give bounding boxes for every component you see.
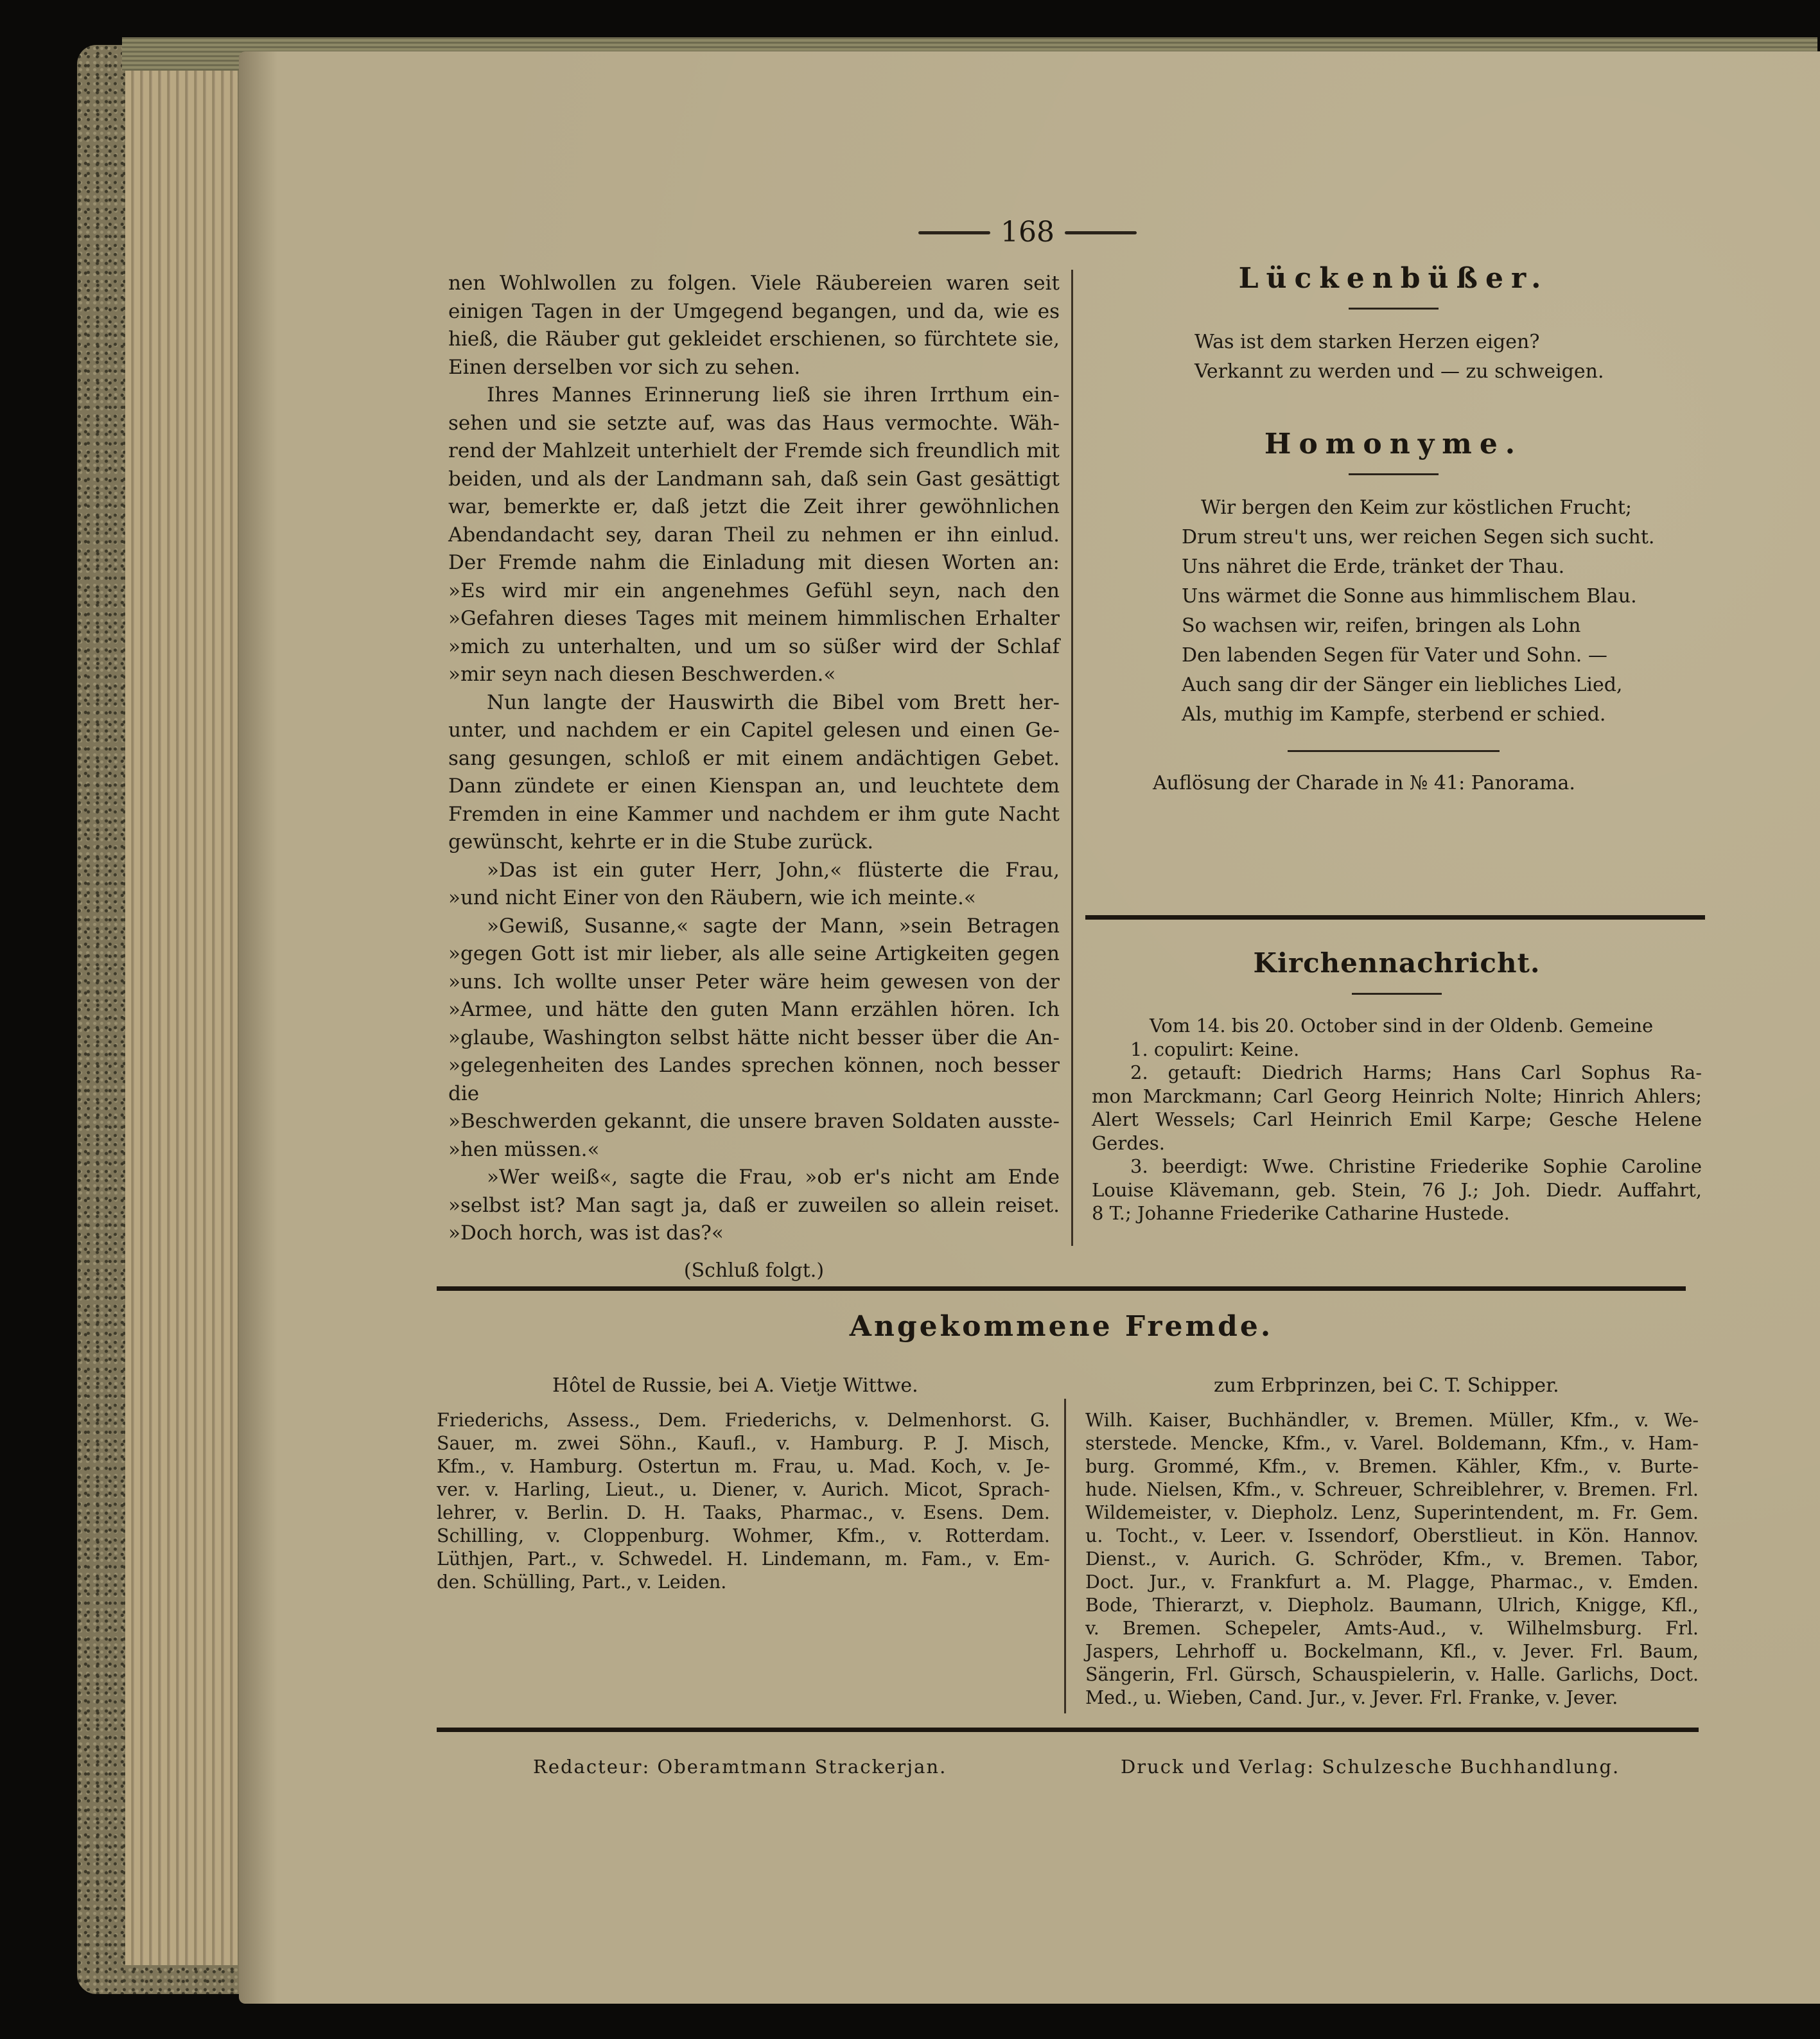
text-line: Wilh. Kaiser, Buchhändler, v. Bremen. Müller, Kfm., v. We- — [1085, 1410, 1699, 1431]
page-stack-edges — [125, 64, 238, 1965]
verse-line: Was ist dem starken Herzen eigen? — [1194, 331, 1540, 353]
verse-line: Uns nähret die Erde, tränket der Thau. — [1182, 556, 1565, 578]
text-line: gewünscht, kehrte er in die Stube zurück. — [448, 830, 874, 853]
text-line: Jaspers, Lehrhoff u. Bockelmann, Kfl., v. Jever. Frl. Baum, — [1085, 1641, 1699, 1662]
text-line: »selbst ist? Man sagt ja, daß er zuweilen so allein reiset. — [448, 1193, 1060, 1217]
homonyme-verse — [1085, 493, 1702, 730]
verse-line: Den labenden Segen für Vater und Sohn. — — [1182, 644, 1607, 667]
text-line: »Gefahren dieses Tages mit meinem himmlischen Erhalter — [448, 607, 1060, 630]
verse-line: Drum streu't uns, wer reichen Segen sich sucht. — [1182, 526, 1655, 548]
text-line: Nun langte der Hauswirth die Bibel vom Brett her- — [487, 690, 1060, 714]
text-line: einigen Tagen in der Umgegend begangen, und da, wie es — [448, 299, 1060, 323]
text-line: nen Wohlwollen zu folgen. Viele Räubereien waren seit — [448, 272, 1060, 295]
text-line: hude. Nielsen, Kfm., v. Schreuer, Schreiblehrer, v. Bremen. Frl. — [1085, 1479, 1699, 1500]
text-line: »mir seyn nach diesen Beschwerden.« — [448, 663, 836, 686]
text-line: »glaube, Washington selbst hätte nicht besser über die An- — [448, 1026, 1060, 1049]
kirchennachricht-body — [1092, 1014, 1702, 1225]
section-rule — [1288, 750, 1500, 752]
text-line: »hen müssen.« — [448, 1137, 600, 1161]
text-line: u. Tocht., v. Leer. v. Issendorf, Oberstlieut. in Kön. Hannov. — [1085, 1525, 1699, 1546]
text-line: Kfm., v. Hamburg. Ostertun m. Frau, u. Mad. Koch, v. Je- — [437, 1456, 1050, 1477]
text-line: v. Bremen. Schepeler, Amts-Aud., v. Wilhelmsburg. Frl. — [1085, 1618, 1699, 1639]
text-line: 8 T.; Johanne Friederike Catharine Hustede. — [1092, 1202, 1510, 1224]
text-line: Dienst., v. Aurich. G. Schröder, Kfm., v. Bremen. Tabor, — [1085, 1548, 1699, 1570]
guest-column-divider — [1064, 1399, 1066, 1713]
text-line: Doct. Jur., v. Frankfurt a. M. Plagge, Pharmac., v. Emden. — [1085, 1571, 1699, 1593]
text-line: Schilling, v. Cloppenburg. Wohmer, Kfm., v. Rotterdam. — [437, 1525, 1050, 1546]
folio-rule-left — [918, 231, 990, 234]
text-line: sang gesungen, schloß er mit einem andächtigen Gebet. — [448, 746, 1060, 770]
verse-line: So wachsen wir, reifen, bringen als Lohn — [1182, 615, 1581, 637]
editor-credit: Redacteur: Oberamtmann Strackerjan. — [533, 1756, 947, 1778]
text-line: Med., u. Wieben, Cand. Jur., v. Jever. Frl. Franke, v. Jever. — [1085, 1687, 1618, 1708]
text-line: »Doch horch, was ist das?« — [448, 1221, 724, 1245]
text-line: »mich zu unterhalten, und um so süßer wird der Schlaf — [448, 634, 1060, 658]
text-line: Alert Wessels; Carl Heinrich Emil Karpe; Gesche Helene — [1092, 1108, 1702, 1130]
text-line: mon Marckmann; Carl Georg Heinrich Nolte; Hinrich Ahlers; — [1092, 1085, 1702, 1107]
kirchennachricht-section — [1092, 947, 1702, 1225]
homonyme-title: Homonyme. — [1264, 428, 1523, 460]
story-column — [448, 270, 1060, 1282]
text-line: Wildemeister, v. Diepholz. Lenz, Superintendent, m. Fr. Gem. — [1085, 1502, 1699, 1523]
text-line: ver. v. Harling, Lieut., u. Diener, v. Aurich. Micot, Sprach- — [437, 1479, 1050, 1500]
charade-solution: Auflösung der Charade in № 41: Panorama. — [1153, 772, 1575, 794]
text-line: 3. beerdigt: Wwe. Christine Friederike Sophie Caroline — [1130, 1155, 1702, 1177]
text-line: 2. getauft: Diedrich Harms; Hans Carl Sophus Ra- — [1130, 1062, 1702, 1083]
page-number-header — [918, 213, 1137, 252]
text-line: den. Schülling, Part., v. Leiden. — [437, 1571, 727, 1593]
angekommene-title: Angekommene Fremde. — [849, 1310, 1273, 1343]
to-be-continued: (Schluß folgt.) — [683, 1259, 825, 1282]
text-line: »Das ist ein guter Herr, John,« flüsterte die Frau, — [487, 858, 1060, 882]
text-line: Fremden in eine Kammer und nachdem er ihm gute Nacht — [448, 802, 1060, 826]
erbprinzen-guests — [1085, 1409, 1699, 1710]
footer-divider-thick — [437, 1728, 1699, 1732]
text-line: »Wer weiß«, sagte die Frau, »ob er's nicht am Ende — [487, 1166, 1060, 1189]
verse-line: Verkannt zu werden und — zu schweigen. — [1194, 360, 1604, 383]
text-line: unter, und nachdem er ein Capitel gelesen und einen Ge- — [448, 719, 1060, 742]
publisher-credit: Druck und Verlag: Schulzesche Buchhandlung. — [1121, 1756, 1620, 1778]
text-line: sehen und sie setzte auf, was das Haus vermochte. Wäh- — [448, 411, 1060, 435]
text-line: beiden, und als der Landmann sah, daß sein Gast gesättigt — [448, 467, 1060, 491]
text-line: »gegen Gott ist mir lieber, als alle seine Artigkeiten gegen — [448, 942, 1060, 965]
text-line: Gerdes. — [1092, 1132, 1166, 1154]
text-line: Der Fremde nahm die Einladung mit diesen Worten an: — [448, 551, 1060, 574]
text-line: sterstede. Mencke, Kfm., v. Varel. Boldemann, Kfm., v. Ham- — [1085, 1433, 1699, 1454]
text-line: Einen derselben vor sich zu sehen. — [448, 355, 801, 379]
hotel-russie-guests — [437, 1409, 1050, 1594]
text-line: Friederichs, Assess., Dem. Friederichs, v. Delmenhorst. G. — [437, 1410, 1050, 1431]
text-line: war, bemerkte er, daß jetzt die Zeit ihrer gewöhnlichen — [448, 495, 1060, 518]
text-line: Abendandacht sey, daran Theil zu nehmen er ihn einlud. — [448, 523, 1060, 547]
text-line: Sängerin, Frl. Gürsch, Schauspielerin, v. Halle. Garlichs, Doct. — [1085, 1664, 1699, 1685]
column-divider — [1071, 270, 1073, 1246]
text-line: Dann zündete er einen Kienspan an, und leuchtete dem — [448, 774, 1060, 798]
text-line: »und nicht Einer von den Räubern, wie ich meinte.« — [448, 886, 976, 909]
text-line: 1. copulirt: Keine. — [1130, 1038, 1300, 1060]
verse-line: Wir bergen den Keim zur köstlichen Frucht; — [1201, 496, 1632, 519]
text-line: »Gewiß, Susanne,« sagte der Mann, »sein Betragen — [487, 914, 1060, 938]
text-line: »Es wird mir ein angenehmes Gefühl seyn, nach den — [448, 579, 1060, 602]
text-line: Bode, Thierarzt, v. Diepholz. Baumann, Ulrich, Knigge, Kfl., — [1085, 1595, 1699, 1616]
title-rule — [1349, 308, 1439, 310]
lueckenbuesser-title: Lückenbüßer. — [1238, 262, 1549, 295]
text-line: »gelegenheiten des Landes sprechen können, noch besser die — [448, 1054, 1060, 1105]
text-line: Lüthjen, Part., v. Schwedel. H. Lindemann, m. Fam., v. Em- — [437, 1548, 1050, 1570]
folio-rule-right — [1065, 231, 1137, 234]
hotel-russie-heading: Hôtel de Russie, bei A. Vietje Wittwe. — [552, 1374, 918, 1397]
page-divider-thick — [437, 1286, 1686, 1291]
text-line: burg. Grommé, Kfm., v. Bremen. Kähler, Kfm., v. Burte- — [1085, 1456, 1699, 1477]
text-line: »Beschwerden gekannt, die unsere braven Soldaten ausste- — [448, 1110, 1060, 1133]
text-line: hieß, die Räuber gut gekleidet erschienen, so fürchtete sie, — [448, 328, 1060, 351]
erbprinzen-heading: zum Erbprinzen, bei C. T. Schipper. — [1214, 1374, 1559, 1397]
verse-line: Auch sang dir der Sänger ein liebliches Lied, — [1182, 674, 1623, 696]
text-line: Louise Klävemann, geb. Stein, 76 J.; Joh. Diedr. Auffahrt, — [1092, 1178, 1702, 1201]
right-column — [1085, 262, 1702, 798]
text-line: Vom 14. bis 20. October sind in der Oldenb. Gemeine — [1150, 1015, 1654, 1037]
text-line: rend der Mahlzeit unterhielt der Fremde sich freundlich mit — [448, 439, 1060, 462]
title-rule — [1352, 993, 1442, 995]
text-line: Ihres Mannes Erinnerung ließ sie ihren Irrthum ein- — [487, 383, 1060, 407]
page-number: 168 — [1001, 216, 1054, 249]
text-line: »uns. Ich wollte unser Peter wäre heim gewesen von der — [448, 970, 1060, 993]
lueckenbuesser-verse — [1085, 328, 1702, 387]
text-line: »Armee, und hätte den guten Mann erzählen hören. Ich — [448, 998, 1060, 1021]
text-line: Sauer, m. zwei Söhn., Kaufl., v. Hamburg. P. J. Misch, — [437, 1433, 1050, 1454]
section-divider-thick — [1085, 915, 1705, 920]
verse-line: Uns wärmet die Sonne aus himmlischem Blau. — [1182, 585, 1637, 608]
verse-line: Als, muthig im Kampfe, sterbend er schied. — [1182, 703, 1606, 726]
kirchennachricht-title: Kirchennachricht. — [1253, 947, 1541, 979]
text-line: lehrer, v. Berlin. D. H. Taaks, Pharmac., v. Esens. Dem. — [437, 1502, 1050, 1523]
title-rule — [1349, 473, 1439, 475]
